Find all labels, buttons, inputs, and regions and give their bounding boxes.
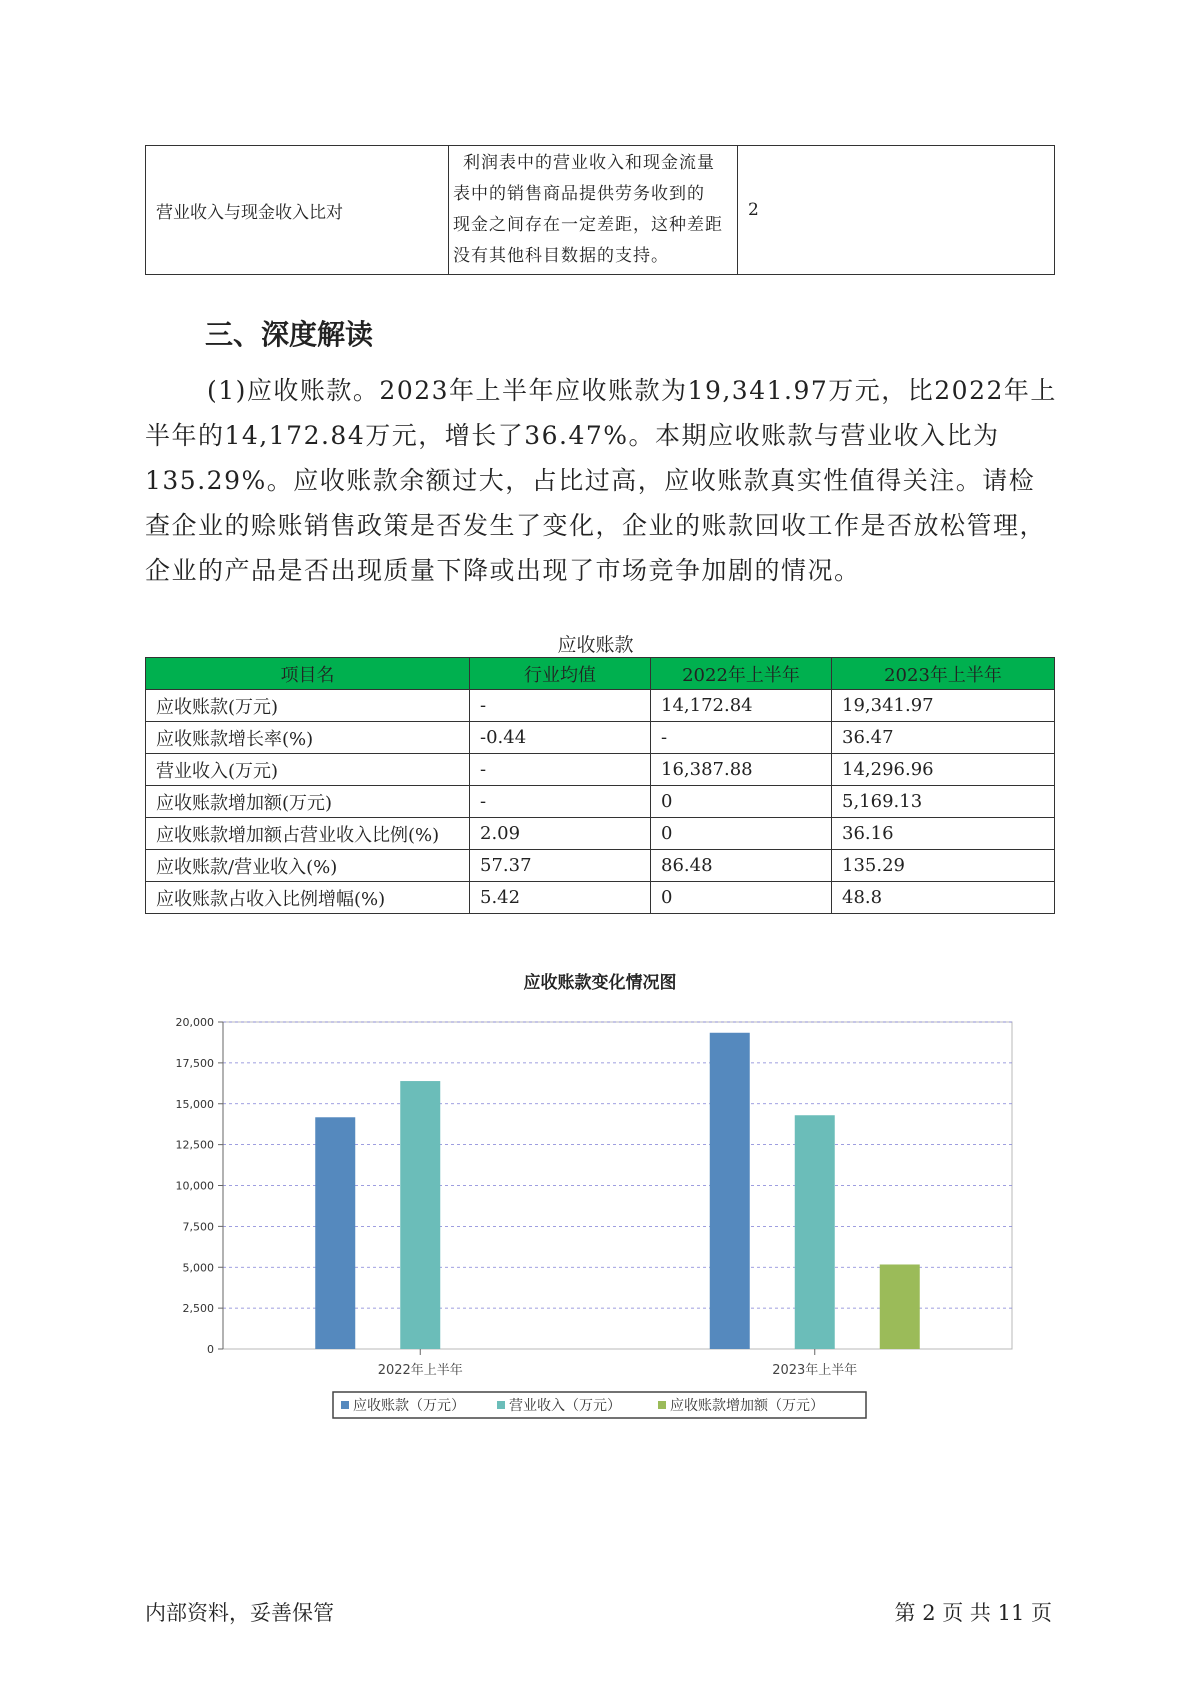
- summary-item: 营业收入与现金收入比对: [146, 146, 449, 275]
- table-cell: -: [470, 786, 651, 818]
- y-tick-label: 12,500: [175, 1138, 214, 1152]
- legend-swatch: [497, 1401, 505, 1409]
- legend-label: 应收账款（万元）: [353, 1398, 465, 1414]
- table-row: [146, 850, 1055, 882]
- table-cell: 应收账款(万元): [146, 690, 470, 722]
- description-line: 利润表中的营业收入和现金流量: [463, 153, 715, 173]
- table-row: [146, 786, 1055, 818]
- table-cell: 2.09: [470, 818, 651, 850]
- chart-title: 应收账款变化情况图: [523, 973, 677, 993]
- table-cell: 48.8: [832, 882, 1055, 914]
- bar-2: [795, 1115, 835, 1349]
- column-header: 2023年上半年: [832, 658, 1055, 690]
- table-cell: 0: [651, 818, 832, 850]
- y-tick-label: 2,500: [182, 1302, 214, 1316]
- table-cell: -0.44: [470, 722, 651, 754]
- table-cell: 应收账款增长率(%): [146, 722, 470, 754]
- legend-swatch: [658, 1401, 666, 1409]
- table-cell: 36.47: [832, 722, 1055, 754]
- summary-table: [145, 145, 1055, 275]
- table-cell: 0: [651, 882, 832, 914]
- bar-1: [710, 1033, 750, 1349]
- y-tick-label: 10,000: [175, 1179, 214, 1193]
- table-cell: 应收账款增加额占营业收入比例(%): [146, 818, 470, 850]
- y-tick-label: 0: [207, 1343, 214, 1356]
- table-cell: 0: [651, 786, 832, 818]
- table-cell: 应收账款/营业收入(%): [146, 850, 470, 882]
- summary-description: [449, 146, 738, 275]
- table-row: [146, 722, 1055, 754]
- legend-swatch: [341, 1401, 349, 1409]
- y-tick-label: 20,000: [175, 1016, 214, 1029]
- table-cell: 营业收入(万元): [146, 754, 470, 786]
- table-row: [146, 146, 1055, 275]
- analysis-paragraph: (1)应收账款。2023年上半年应收账款为19,341.97万元，比2022年上半年的14,172.84万元，增长了36.47%。本期应收账款与营业收入比为135.29%。应收账款余额过大，占比过高，应收账款真实性值得关注。请检查企业的赊账销售政策是否发生了变化，企业的账款回收工作是否放松管理，企业的产品是否出现质量下降或出现了市场竞争加剧的情况。: [145, 376, 1057, 585]
- x-tick-label: 2022年上半年: [377, 1363, 463, 1378]
- chart-svg: [145, 965, 1055, 1435]
- table-cell: 14,172.84: [651, 690, 832, 722]
- table-cell: -: [470, 754, 651, 786]
- table-cell: 应收账款增加额(万元): [146, 786, 470, 818]
- table-cell: 16,387.88: [651, 754, 832, 786]
- legend-label: 应收账款增加额（万元）: [670, 1398, 824, 1414]
- table-header-row: [146, 658, 1055, 690]
- description-line: 表中的销售商品提供劳务收到的: [453, 184, 705, 204]
- y-tick-label: 15,000: [175, 1097, 214, 1111]
- footer-note: 内部资料，妥善保管: [145, 1601, 334, 1625]
- table-caption: 应收账款: [557, 634, 634, 656]
- table-cell: 5,169.13: [832, 786, 1055, 818]
- table-cell: 5.42: [470, 882, 651, 914]
- table-row: [146, 690, 1055, 722]
- y-tick-label: 17,500: [175, 1056, 214, 1070]
- receivables-chart: [145, 965, 1055, 1435]
- table-cell: 86.48: [651, 850, 832, 882]
- column-header: 项目名: [146, 658, 470, 690]
- page-number: 第 2 页 共 11 页: [894, 1601, 1052, 1625]
- table-cell: 19,341.97: [832, 690, 1055, 722]
- y-tick-label: 7,500: [182, 1220, 214, 1234]
- section-title: 三、深度解读: [205, 318, 374, 351]
- table-cell: 14,296.96: [832, 754, 1055, 786]
- bar-1: [315, 1117, 355, 1349]
- y-tick-label: 5,000: [182, 1261, 214, 1275]
- table-row: [146, 818, 1055, 850]
- column-header: 2022年上半年: [651, 658, 832, 690]
- bar-2: [400, 1081, 440, 1349]
- table-cell: -: [470, 690, 651, 722]
- table-cell: 135.29: [832, 850, 1055, 882]
- table-cell: 57.37: [470, 850, 651, 882]
- table-cell: 36.16: [832, 818, 1055, 850]
- summary-value: 2: [738, 146, 1055, 275]
- receivables-table: [145, 657, 1055, 914]
- table-cell: -: [651, 722, 832, 754]
- table-row: [146, 754, 1055, 786]
- x-tick-label: 2023年上半年: [772, 1363, 858, 1378]
- description-line: 没有其他科目数据的支持。: [453, 246, 669, 266]
- legend-label: 营业收入（万元）: [509, 1398, 621, 1414]
- table-cell: 应收账款占收入比例增幅(%): [146, 882, 470, 914]
- description-line: 现金之间存在一定差距，这种差距: [453, 215, 723, 235]
- column-header: 行业均值: [470, 658, 651, 690]
- table-row: [146, 882, 1055, 914]
- bar-3: [880, 1264, 920, 1349]
